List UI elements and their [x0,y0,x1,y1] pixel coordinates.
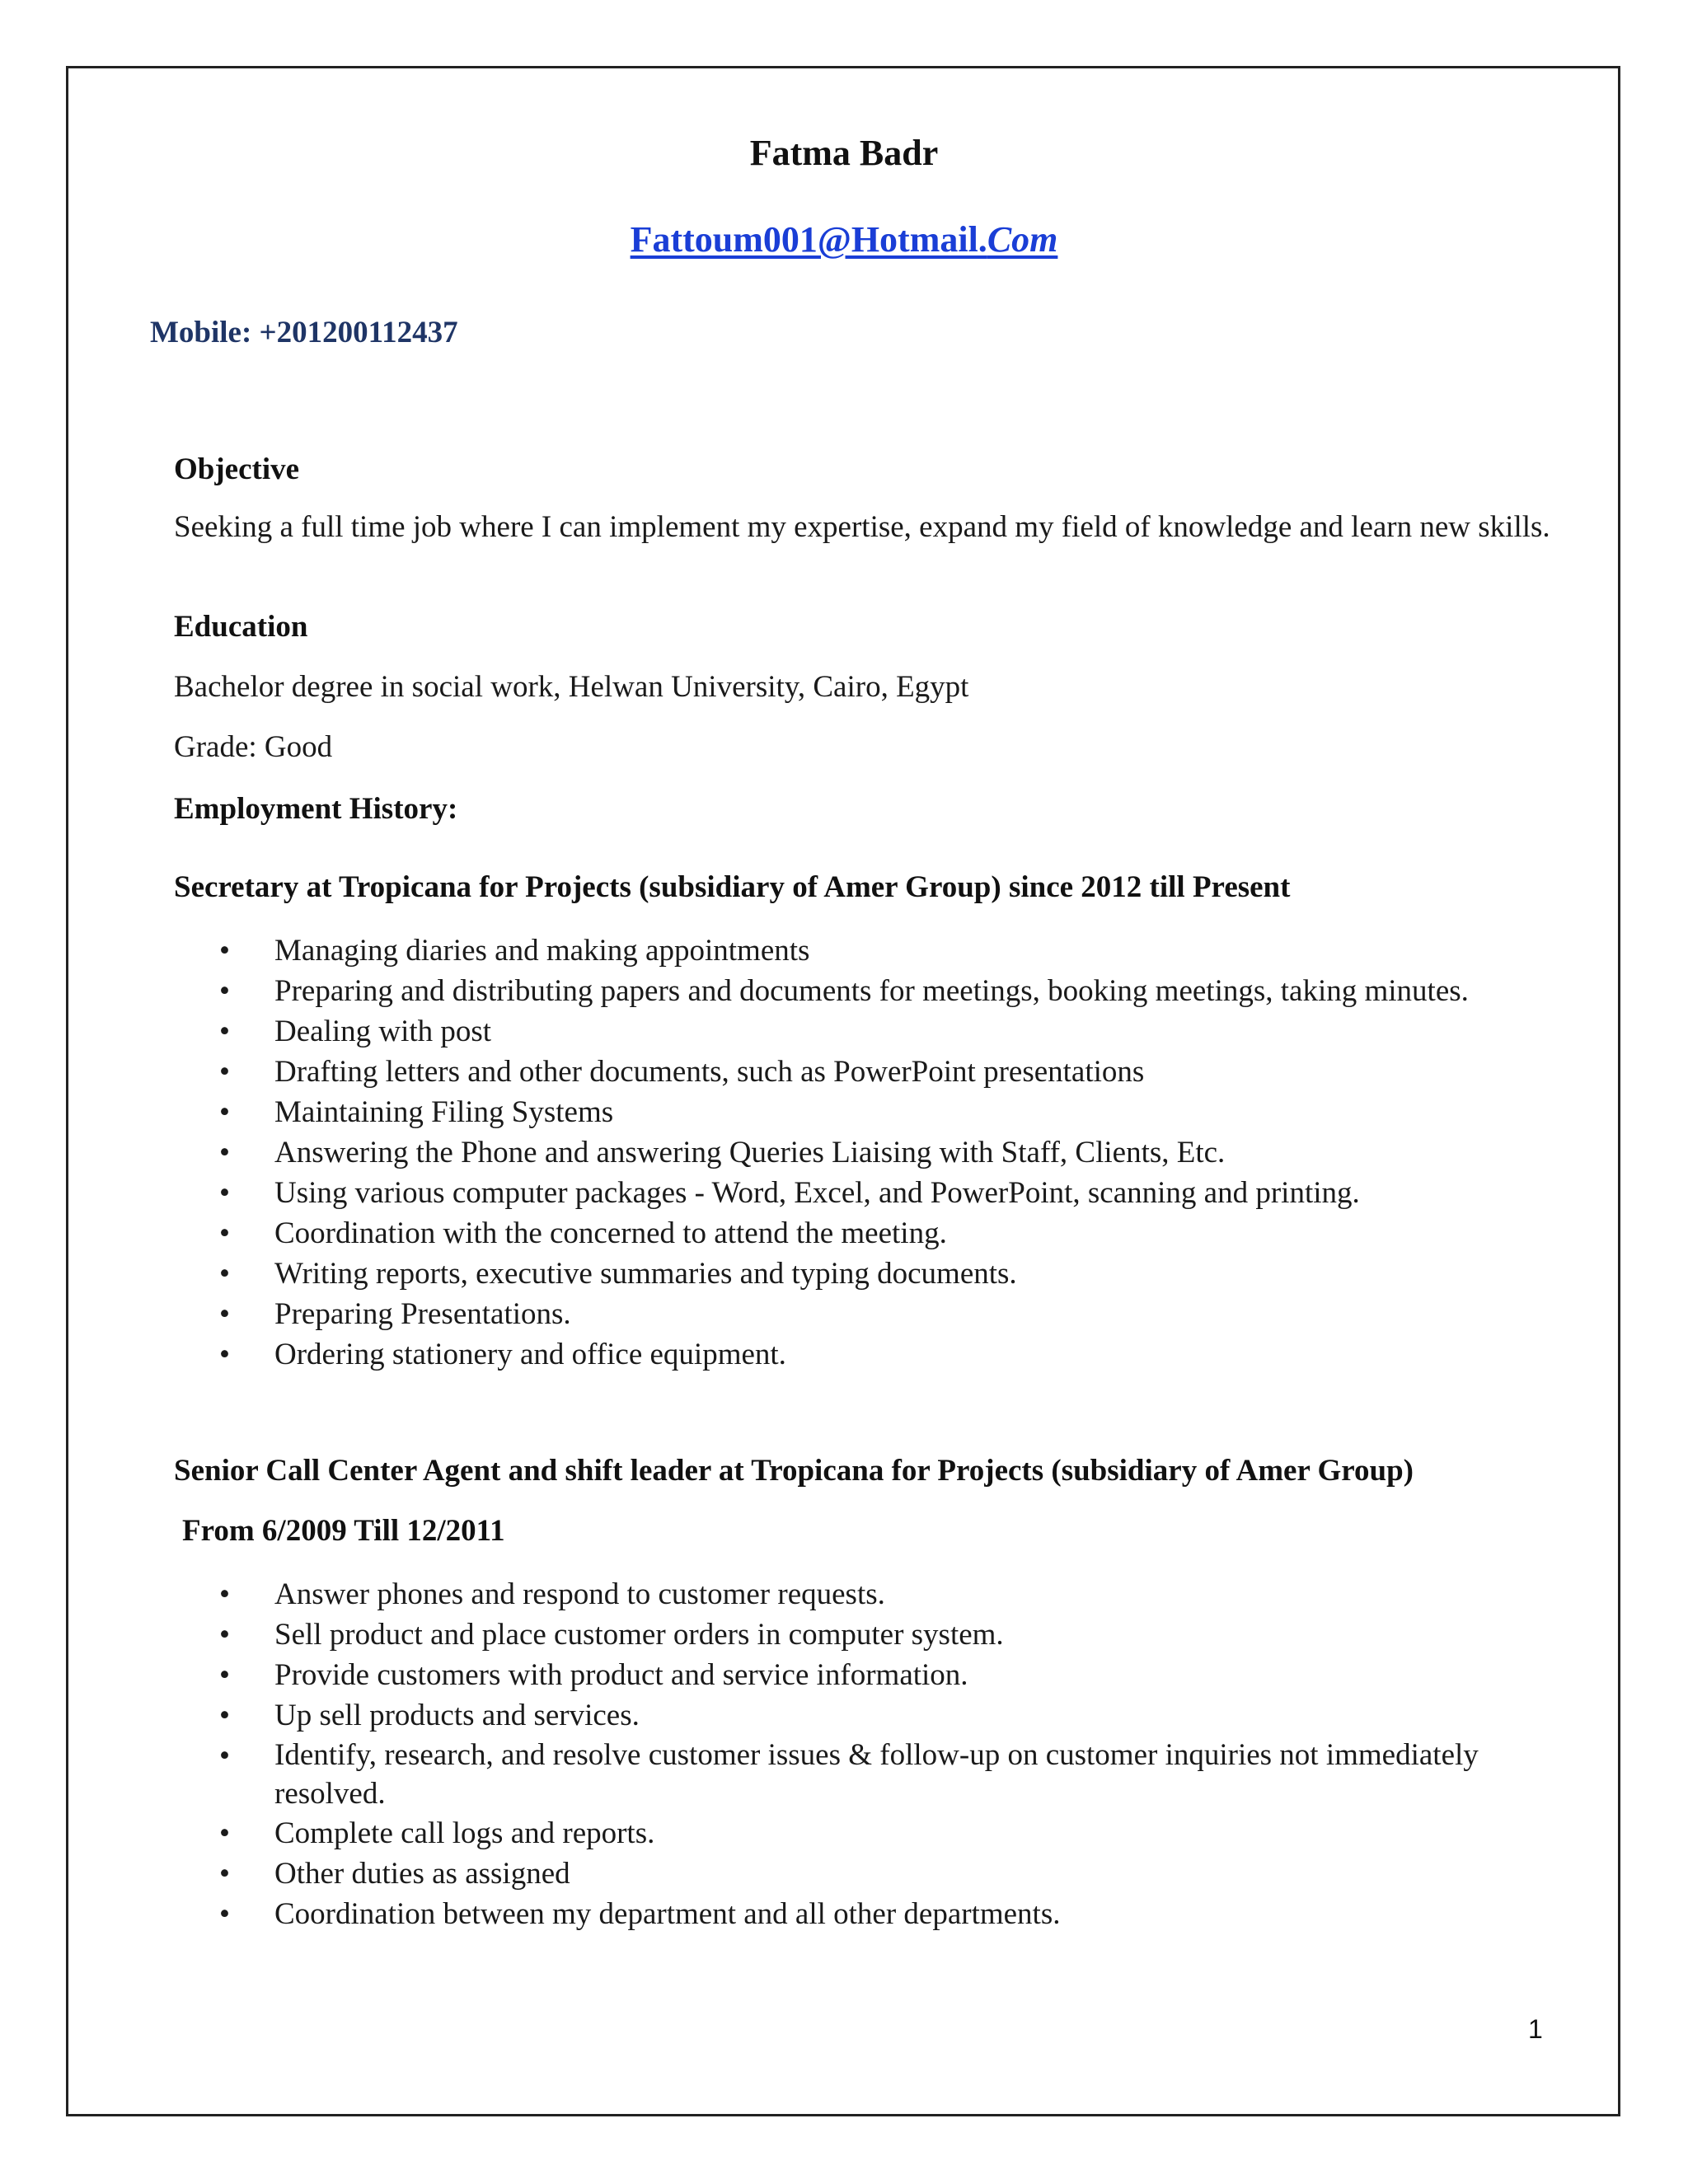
list-item: • Provide customers with product and service information. [174,1655,1580,1695]
list-item: • Preparing Presentations. [174,1294,1580,1334]
employment-heading: Employment History: [174,792,458,826]
bullet-icon: • [219,1739,230,1773]
candidate-name: Fatma Badr [749,133,939,173]
bullet-icon: • [219,1658,230,1692]
email-domain: Com [987,219,1058,260]
job-1-duties [174,930,1580,1375]
list-item: • Answering the Phone and answering Queries Liaising with Staff, Clients, Etc. [174,1132,1580,1173]
list-item: • Dealing with post [174,1011,1580,1052]
job-2-duties [174,1574,1580,1934]
mobile-number: Mobile: +201200112437 [150,316,458,349]
bullet-icon: • [219,1055,230,1089]
list-item: • Identify, research, and resolve customer issues & follow-up on customer inquiries not immediately resolved. [174,1736,1580,1813]
list-item: • Complete call logs and reports. [174,1813,1580,1854]
bullet-icon: • [219,1176,230,1210]
list-item: • Maintaining Filing Systems [174,1092,1580,1132]
bullet-icon: • [219,1618,230,1652]
email-main: Fattoum001@Hotmail. [630,219,987,260]
bullet-icon: • [219,1015,230,1048]
list-item: • Managing diaries and making appointments [174,930,1580,971]
objective-heading: Objective [174,452,300,486]
page-number: 1 [1528,2014,1543,2044]
email-line [0,217,1688,263]
bullet-icon: • [219,1095,230,1129]
list-item: • Other duties as assigned [174,1854,1580,1894]
list-item: • Preparing and distributing papers and documents for meetings, booking meetings, taking minutes. [174,971,1580,1011]
bullet-icon: • [219,1897,230,1931]
education-grade: Grade: Good [174,730,333,764]
bullet-icon: • [219,1577,230,1611]
bullet-icon: • [219,1136,230,1169]
bullet-icon: • [219,1216,230,1250]
bullet-icon: • [219,934,230,968]
education-degree: Bachelor degree in social work, Helwan University, Cairo, Egypt [174,670,969,704]
bullet-icon: • [219,1297,230,1331]
bullet-icon: • [219,1816,230,1850]
list-item: • Answer phones and respond to customer requests. [174,1574,1580,1615]
list-item: • Using various computer packages - Word, Excel, and PowerPoint, scanning and printing. [174,1173,1580,1213]
list-item: • Coordination with the concerned to attend the meeting. [174,1213,1580,1254]
list-item: • Up sell products and services. [174,1695,1580,1736]
bullet-icon: • [219,1338,230,1371]
list-item: • Coordination between my department and all other departments. [174,1894,1580,1934]
bullet-icon: • [219,974,230,1008]
email-link[interactable] [631,219,1058,260]
list-item: • Writing reports, executive summaries and typing documents. [174,1254,1580,1294]
objective-text: Seeking a full time job where I can implement my expertise, expand my field of knowledge and learn new skills. [174,510,1550,544]
job-title-1: Secretary at Tropicana for Projects (subsidiary of Amer Group) since 2012 till Present [174,870,1291,904]
bullet-icon: • [219,1257,230,1291]
bullet-icon: • [219,1857,230,1891]
job-period-2: From 6/2009 Till 12/2011 [182,1514,505,1548]
bullet-icon: • [219,1699,230,1732]
job-title-2: Senior Call Center Agent and shift leader at Tropicana for Projects (subsidiary of Amer Group) [174,1454,1414,1488]
list-item: • Ordering stationery and office equipment. [174,1334,1580,1375]
list-item: • Sell product and place customer orders in computer system. [174,1615,1580,1655]
list-item: • Drafting letters and other documents, such as PowerPoint presentations [174,1052,1580,1092]
education-heading: Education [174,610,308,644]
